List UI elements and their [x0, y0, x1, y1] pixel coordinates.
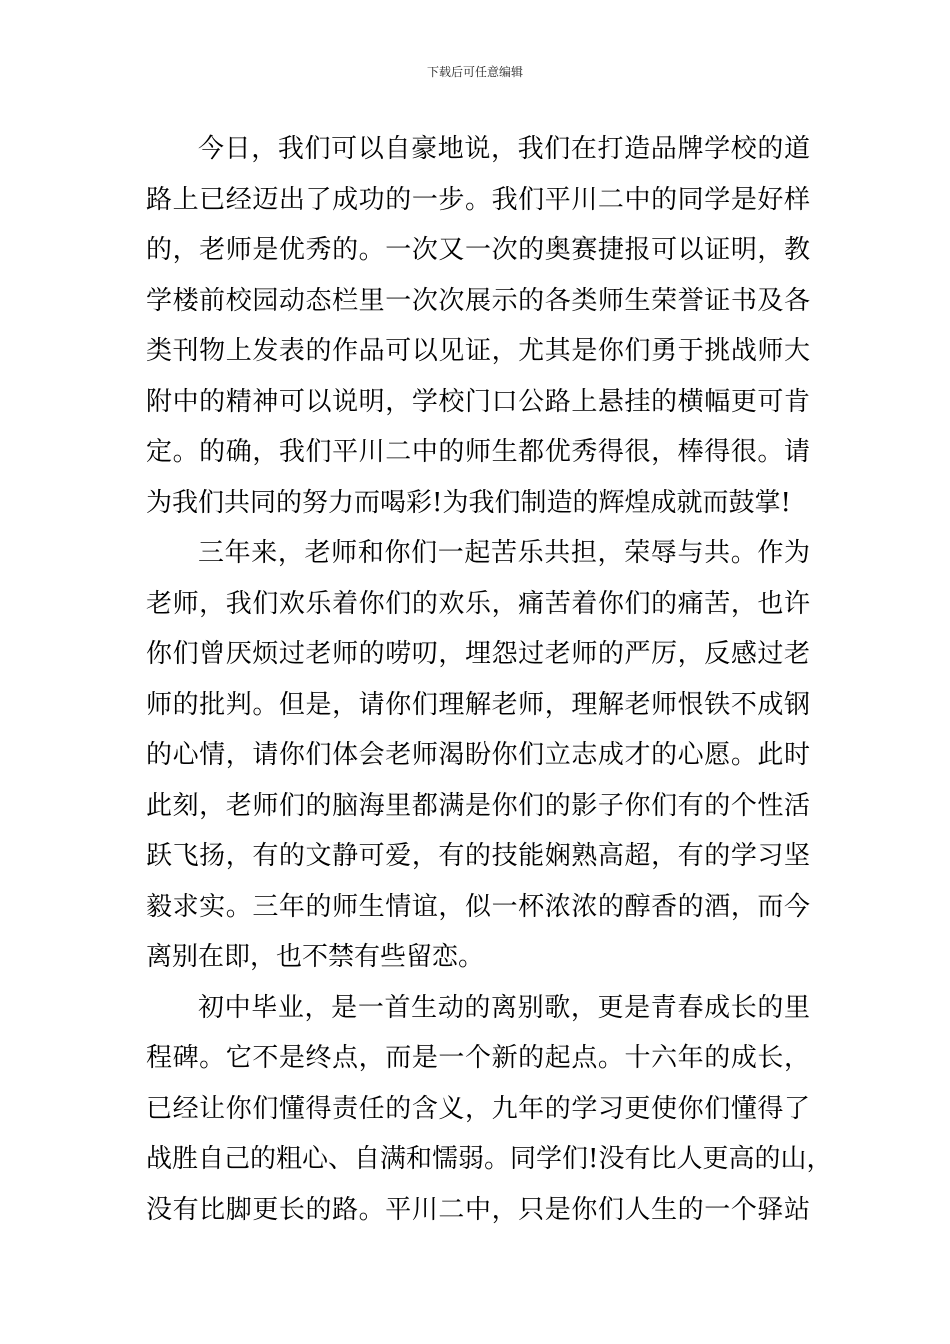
- paragraph-line: 路上已经迈出了成功的一步。我们平川二中的同学是好样: [146, 184, 810, 215]
- paragraph-line: 跃飞扬，有的文静可爱，有的技能娴熟高超，有的学习坚: [146, 841, 810, 871]
- paragraph-line: 战胜自己的粗心、自满和懦弱。同学们!没有比人更高的山，: [146, 1144, 833, 1174]
- paragraph-line: 三年来，老师和你们一起苦乐共担，荣辱与共。作为: [198, 538, 810, 568]
- paragraph-line: 程碑。它不是终点，而是一个新的起点。十六年的成长，: [146, 1043, 810, 1073]
- paragraph-line: 今日，我们可以自豪地说，我们在打造品牌学校的道: [198, 134, 810, 164]
- paragraph-line: 定。的确，我们平川二中的师生都优秀得很，棒得很。请: [146, 437, 810, 467]
- paragraph-line: 为我们共同的努力而喝彩!为我们制造的辉煌成就而鼓掌!: [146, 487, 791, 518]
- paragraph-line: 你们曾厌烦过老师的唠叨，埋怨过老师的严厉，反感过老: [146, 639, 810, 669]
- paragraph-line: 老师，我们欢乐着你们的欢乐，痛苦着你们的痛苦，也许: [146, 588, 810, 619]
- paragraph-2: [146, 528, 810, 983]
- paragraph-1: [146, 124, 810, 528]
- document-body: [146, 124, 833, 1235]
- paragraph-line: 师的批判。但是，请你们理解老师，理解老师恨铁不成钢: [146, 689, 810, 720]
- paragraph-line: 的，老师是优秀的。一次又一次的奥赛捷报可以证明，教: [146, 235, 810, 265]
- paragraph-line: 附中的精神可以说明，学校门口公路上悬挂的横幅更可肯: [146, 386, 810, 417]
- paragraph-line: 此刻，老师们的脑海里都满是你们的影子你们有的个性活: [146, 790, 810, 821]
- paragraph-line: 类刊物上发表的作品可以见证，尤其是你们勇于挑战师大: [146, 336, 810, 366]
- paragraph-line: 没有比脚更长的路。平川二中，只是你们人生的一个驿站: [146, 1194, 810, 1225]
- paragraph-line: 初中毕业，是一首生动的离别歌，更是青春成长的里: [198, 992, 810, 1023]
- paragraph-line: 已经让你们懂得责任的含义，九年的学习更使你们懂得了: [146, 1093, 810, 1124]
- page-header: 下载后可任意编辑: [426, 65, 523, 79]
- paragraph-line: 的心情，请你们体会老师渴盼你们立志成才的心愿。此时: [146, 740, 810, 770]
- paragraph-line: 毅求实。三年的师生情谊，似一杯浓浓的醇香的酒，而今: [146, 891, 810, 922]
- paragraph-line: 离别在即，也不禁有些留恋。: [146, 942, 485, 972]
- paragraph-line: 学楼前校园动态栏里一次次展示的各类师生荣誉证书及各: [146, 285, 810, 316]
- paragraph-3: [146, 983, 833, 1236]
